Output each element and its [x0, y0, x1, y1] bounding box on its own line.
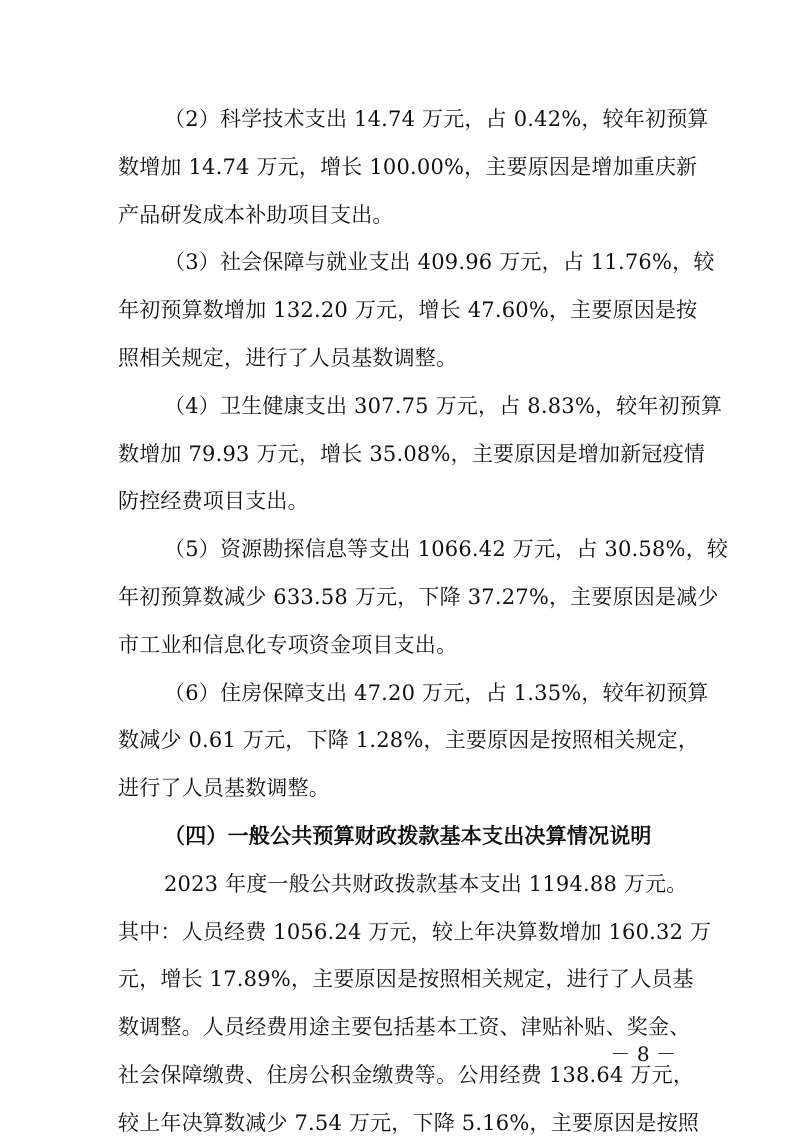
paragraph-line: 2023 年度一般公共财政拨款基本支出 1194.88 万元。 [164, 871, 688, 896]
page-number: － 8 － [610, 1042, 676, 1066]
paragraph-line: 产品研发成本补助项目支出。 [118, 202, 394, 227]
paragraph-line: （4）卫生健康支出 307.75 万元，占 8.83%，较年初预算 [164, 393, 723, 418]
paragraph-line: 市工业和信息化专项资金项目支出。 [118, 632, 458, 657]
paragraph-line: 数减少 0.61 万元，下降 1.28%，主要原因是按照相关规定， [118, 728, 700, 753]
paragraph-line: 防控经费项目支出。 [118, 489, 309, 514]
section-heading: （四）一般公共预算财政拨款基本支出决算情况说明 [164, 823, 652, 848]
paragraph-line: 进行了人员基数调整。 [118, 776, 330, 801]
paragraph-line: （3）社会保障与就业支出 409.96 万元，占 11.76%，较 [164, 250, 715, 275]
paragraph-line: 年初预算数减少 633.58 万元，下降 37.27%，主要原因是减少 [118, 584, 719, 609]
paragraph-line: （5）资源勘探信息等支出 1066.42 万元，占 30.58%，较 [164, 537, 729, 562]
paragraph-line: 元，增长 17.89%，主要原因是按照相关规定，进行了人员基 [118, 967, 694, 992]
paragraph-line: （6）住房保障支出 47.20 万元，占 1.35%，较年初预算 [164, 680, 709, 705]
paragraph-line: 年初预算数增加 132.20 万元，增长 47.60%，主要原因是按 [118, 298, 698, 323]
document-body [118, 96, 729, 1148]
paragraph-line: 较上年决算数减少 7.54 万元，下降 5.16%，主要原因是按照 [118, 1110, 700, 1135]
paragraph-line: 数增加 14.74 万元，增长 100.00%，主要原因是增加重庆新 [118, 154, 698, 179]
paragraph-line: 其中：人员经费 1056.24 万元，较上年决算数增加 160.32 万 [118, 919, 712, 944]
paragraph-line: 照相关规定，进行了人员基数调整。 [118, 345, 458, 370]
paragraph-line: 数调整。人员经费用途主要包括基本工资、津贴补贴、奖金、 [118, 1015, 691, 1040]
paragraph-line: 社会保障缴费、住房公积金缴费等。公用经费 138.64 万元， [118, 1062, 695, 1087]
paragraph-line: （2）科学技术支出 14.74 万元，占 0.42%，较年初预算 [164, 107, 709, 131]
paragraph-line: 数增加 79.93 万元，增长 35.08%，主要原因是增加新冠疫情 [118, 441, 706, 466]
